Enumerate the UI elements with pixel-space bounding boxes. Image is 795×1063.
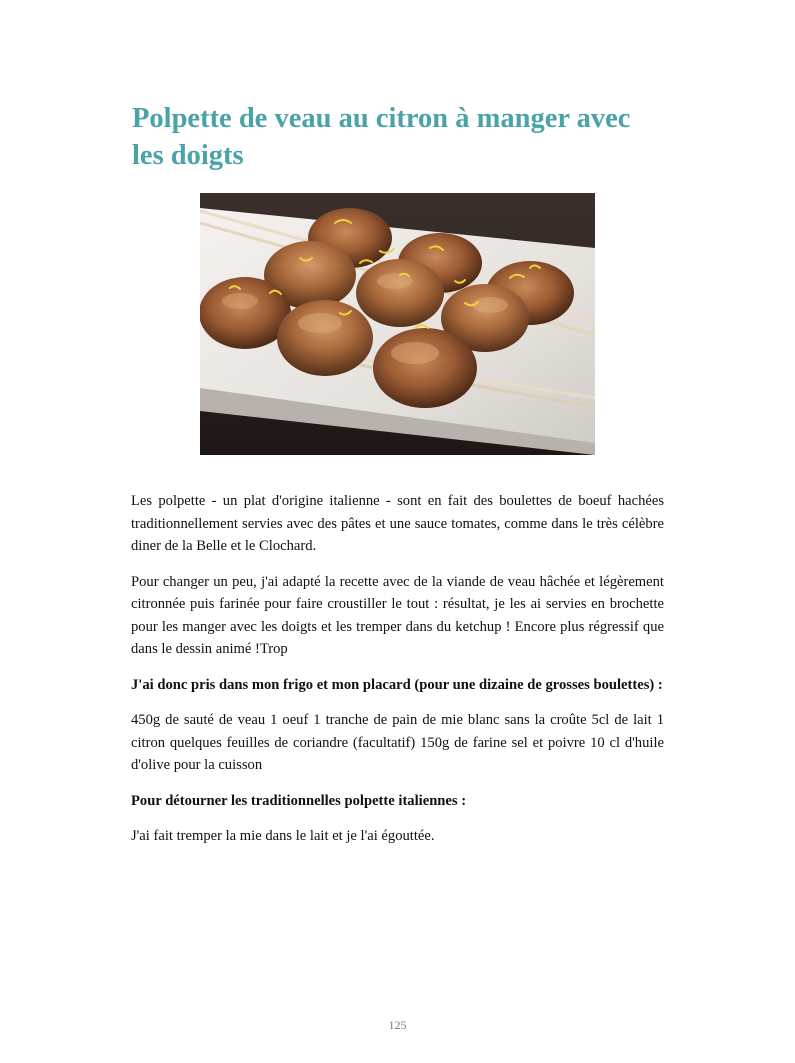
method-step-1: J'ai fait tremper la mie dans le lait et je l'ai égouttée. bbox=[131, 828, 435, 844]
meatball-skewers-photo bbox=[200, 193, 595, 455]
recipe-title: Polpette de veau au citron à manger avec les doigts bbox=[132, 103, 631, 171]
adaptation-paragraph: Pour changer un peu, j'ai adapté la recette avec de la viande de veau hâchée et légèrement citronnée puis farinée pour faire croustiller le tout : résultat, je les ai servies en brochette pour les manger avec les doigts et les tremper dans du ketchup ! Encore plus régressif que dans le dessin animé !Trop bbox=[131, 573, 664, 657]
method-heading: Pour détourner les traditionnelles polpette italiennes : bbox=[131, 792, 467, 809]
recipe-body bbox=[131, 490, 664, 861]
page-number: 125 bbox=[388, 1018, 407, 1032]
ingredients-heading: J'ai donc pris dans mon frigo et mon placard (pour une dizaine de grosses boulettes) : bbox=[131, 676, 663, 693]
ingredients-paragraph: 450g de sauté de veau 1 oeuf 1 tranche de pain de mie blanc sans la croûte 5cl de lait 1 citron quelques feuilles de coriandre (facultatif) 150g de farine sel et poivre 10 cl d'huile d'olive pour la cuisson bbox=[131, 712, 664, 773]
intro-paragraph: Les polpette - un plat d'origine italienne - sont en fait des boulettes de boeuf hachées traditionnellement servies avec des pâtes et une sauce tomates, comme dans le très célèbre diner de la Belle et le Clochard. bbox=[131, 493, 664, 554]
